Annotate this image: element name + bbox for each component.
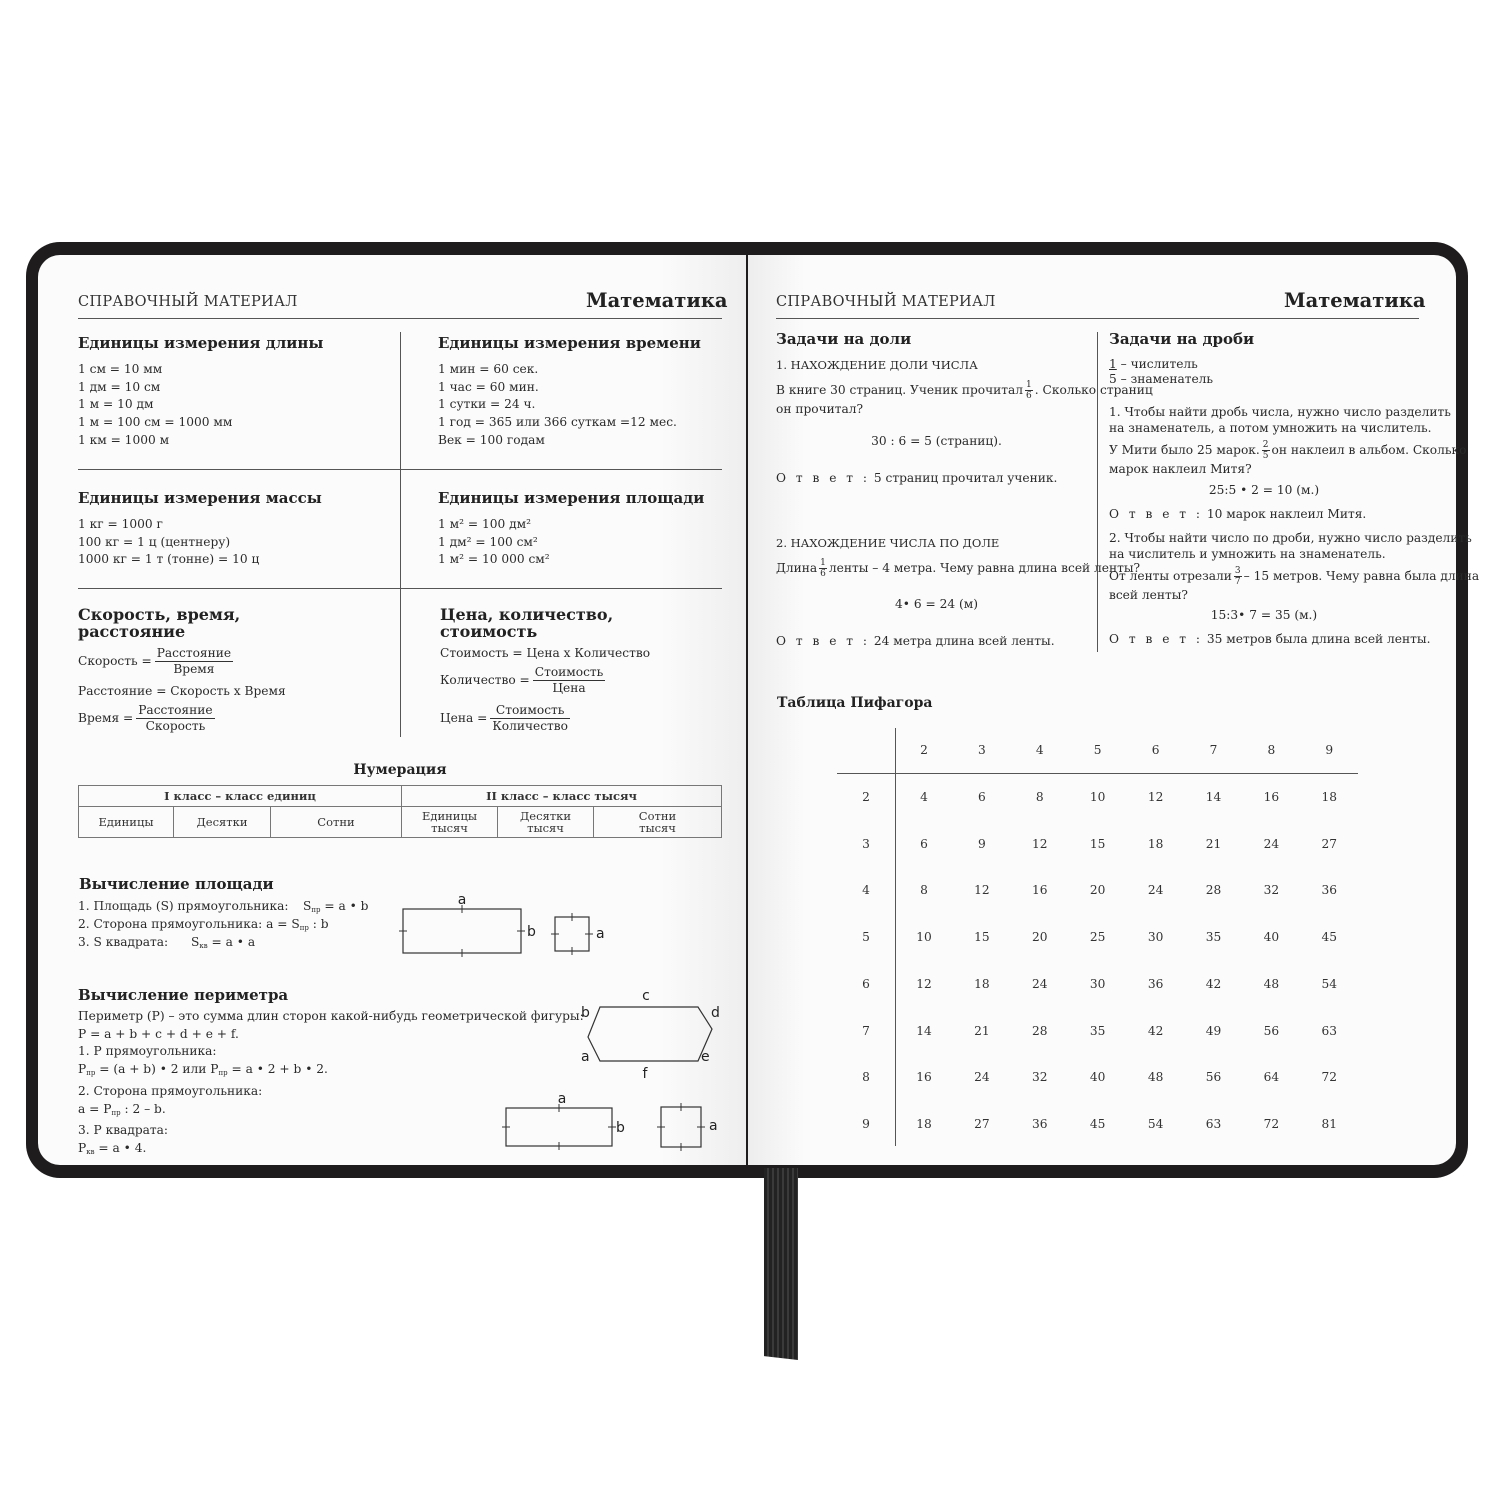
pythagoras-cell: 24 [1263, 836, 1280, 851]
fractions-p2-fraction [1234, 566, 1242, 587]
pythagoras-col-header: 3 [978, 743, 986, 757]
time-line: 1 год = 365 или 366 суткам =12 мес. [438, 415, 677, 430]
perimeter-l8-b: = a • 4. [94, 1140, 147, 1155]
area-units-list [438, 516, 550, 569]
mass-line: 100 кг = 1 ц (центнеру) [78, 534, 231, 549]
fractions-p1-fraction [1262, 440, 1270, 461]
perimeter-l6-b: : 2 – b. [120, 1101, 166, 1116]
speed-formula [78, 646, 236, 677]
numeration-col-line-1: Сотни [638, 809, 677, 823]
pythagoras-cell: 49 [1205, 1023, 1222, 1038]
pythagoras-cell: 27 [1321, 836, 1338, 851]
pythagoras-col-header: 6 [1151, 743, 1160, 757]
shares-p1-den: 6 [1026, 391, 1032, 401]
shares-p1-a: В книге 30 страниц. Ученик прочитал [776, 383, 1024, 397]
shares-p2-num: 1 [820, 558, 826, 568]
length-line: 1 дм = 10 см [78, 379, 161, 394]
shares-calc-2: 4• 6 = 24 (м) [895, 597, 978, 611]
time-title: Единицы измерения времени [438, 334, 701, 352]
time-denominator: Скорость [145, 719, 206, 733]
fractions-p2-num: 3 [1234, 566, 1241, 576]
fractions-legend [1109, 357, 1213, 387]
fractions-r2-b: на числитель и умножить на знаменатель. [1109, 547, 1386, 561]
pythagoras-cell: 12 [916, 976, 932, 991]
fractions-numerator-line [1109, 357, 1213, 372]
pythagoras-cell: 36 [1147, 976, 1164, 991]
numeration-class-1: I класс – класс единиц [79, 786, 402, 807]
pythagoras-cell: 12 [1032, 836, 1048, 851]
perimeter-rect-diagram [498, 1087, 728, 1159]
area-calc-f3-rest: = a • a [207, 935, 256, 949]
time-line: 1 мин = 60 сек. [438, 362, 539, 376]
shares-answer-1-text: 5 страниц прочитал ученик. [873, 471, 1058, 485]
pythagoras-cell: 40 [1263, 930, 1280, 945]
area-rectangle [403, 909, 521, 953]
pythagoras-cell: 81 [1321, 1116, 1338, 1131]
shares-p1-b: . Сколько страниц [1034, 383, 1153, 397]
time-formula [78, 703, 218, 734]
quantity-fraction [533, 665, 606, 696]
shares-p2-a: Длина [776, 561, 818, 575]
fractions-answer-1 [1109, 506, 1366, 524]
price-numerator: Стоимость [490, 703, 570, 719]
pythagoras-row-header: 2 [862, 790, 870, 804]
pythagoras-cell: 18 [916, 1116, 932, 1131]
shares-problem-2 [776, 558, 1140, 579]
pythagoras-cell: 56 [1263, 1023, 1280, 1038]
area-calc-f3-s: S [191, 935, 200, 949]
pythagoras-cell: 12 [974, 883, 990, 898]
pythagoras-cell: 21 [1205, 836, 1222, 851]
area-label-a: a [457, 892, 467, 908]
square-label-a: a [596, 926, 605, 942]
right-header-rule [776, 318, 1419, 319]
fractions-p2-c: всей ленты? [1109, 588, 1188, 602]
pythagoras-row-header: 9 [862, 1116, 870, 1131]
perimeter-line-4 [78, 1061, 584, 1083]
pythagoras-row-header: 6 [862, 976, 870, 991]
hex-label-e: e [701, 1049, 710, 1065]
price-fraction [490, 703, 570, 734]
area-calc-formula-3 [191, 934, 255, 956]
fractions-problem-2-line-1 [1109, 566, 1479, 587]
shares-heading-2: 2. НАХОЖДЕНИЕ ЧИСЛА ПО ДОЛЕ [776, 536, 1000, 550]
pythagoras-cell: 32 [1263, 883, 1280, 898]
numeration-col-line-1: Десятки [519, 809, 572, 823]
time-line: 1 час = 60 мин. [438, 379, 539, 394]
left-grid-divider [400, 332, 401, 737]
numeration-col [498, 807, 594, 838]
speed-title-line-1: Скорость, время, [78, 605, 241, 624]
pythagoras-cell: 18 [974, 976, 990, 991]
fractions-problem-2 [1109, 566, 1479, 603]
pythagoras-cell: 40 [1089, 1070, 1106, 1085]
area-calc-f1-rest: = a • b [320, 899, 369, 913]
fractions-answer-label: О т в е т : [1109, 507, 1204, 521]
fractions-answer-label: О т в е т : [1109, 632, 1204, 646]
quantity-lhs: Количество = [440, 673, 530, 687]
numeration-col-line-1: Единицы [421, 809, 478, 823]
fractions-rule-1 [1109, 404, 1451, 436]
price-title-line-2: стоимость [440, 622, 538, 641]
pythagoras-cell: 72 [1263, 1116, 1280, 1131]
pythagoras-cell: 64 [1263, 1070, 1280, 1085]
fractions-p1-num: 2 [1262, 440, 1269, 450]
pythagoras-cell: 30 [1089, 976, 1106, 991]
fractions-denominator-line [1109, 372, 1213, 387]
pythagoras-cell: 18 [1147, 836, 1164, 851]
shares-calc-1: 30 : 6 = 5 (страниц). [871, 434, 1002, 448]
pythagoras-col-header: 2 [920, 743, 928, 757]
pythagoras-cell: 14 [1205, 790, 1222, 804]
numeration-class-2: II класс – класс тысяч [402, 786, 722, 807]
left-grid-rule-1 [78, 469, 722, 470]
length-line: 1 см = 10 мм [78, 362, 163, 376]
mass-line: 1000 кг = 1 т (тонне) = 10 ц [78, 552, 260, 567]
pythagoras-cell: 24 [974, 1070, 990, 1085]
time-list [438, 361, 677, 450]
shares-answer-label: О т в е т : [776, 471, 871, 485]
fractions-num: 1 [1109, 357, 1117, 371]
fractions-den-text: – знаменатель [1120, 372, 1214, 386]
length-line: 1 км = 1000 м [78, 432, 170, 447]
pythagoras-col-header: 4 [1035, 743, 1044, 757]
pythagoras-horizontal-rule [837, 773, 1358, 774]
area-calc-line-3: 3. S квадрата: [78, 935, 169, 949]
pythagoras-cell: 16 [1032, 883, 1048, 898]
pythagoras-cell: 28 [1032, 1023, 1048, 1038]
area-calc-f3-sub: кв [199, 942, 208, 950]
pythagoras-cell: 42 [1205, 976, 1222, 991]
shares-answer-2 [776, 633, 1055, 651]
hex-label-f: f [642, 1066, 648, 1082]
shares-p2-fraction [819, 558, 827, 579]
pythagoras-cell: 42 [1147, 1023, 1164, 1038]
pythagoras-row-header: 3 [862, 836, 870, 851]
pythagoras-cell: 28 [1205, 883, 1222, 898]
pythagoras-cell: 45 [1321, 930, 1338, 945]
speed-title-line-2: расстояние [78, 622, 186, 641]
quantity-numerator: Стоимость [534, 665, 604, 679]
perimeter-l4-a: P [78, 1062, 87, 1077]
speed-fraction [155, 646, 233, 677]
left-header-rule [78, 318, 722, 319]
pythagoras-cell: 48 [1263, 976, 1280, 991]
pythagoras-col-header: 9 [1325, 743, 1334, 757]
fractions-p2-a: От ленты отрезали [1109, 569, 1232, 583]
fractions-num-text: – числитель [1120, 357, 1198, 371]
area-diagram [395, 888, 625, 963]
fractions-title: Задачи на дроби [1109, 330, 1255, 348]
pythagoras-col-header: 5 [1093, 743, 1102, 757]
area-label-b: b [527, 924, 536, 940]
pythagoras-cell: 12 [1147, 790, 1164, 804]
left-header-title: Математика [586, 289, 728, 312]
hexagon-shape [588, 1007, 712, 1061]
numeration-col [79, 807, 174, 838]
perimeter-square-label-a: a [709, 1118, 718, 1134]
numeration-col [402, 807, 498, 838]
numeration-col [594, 807, 722, 838]
area-calc-title: Вычисление площади [79, 875, 274, 893]
pythagoras-row-header: 4 [862, 883, 870, 898]
pythagoras-cell: 14 [916, 1023, 932, 1038]
area-units-line: 1 дм² = 100 см² [438, 534, 538, 549]
distance-formula: Расстояние = Скорость х Время [78, 684, 286, 698]
shares-p1-num: 1 [1026, 380, 1032, 390]
numeration-col-line-2: тысяч [431, 821, 468, 835]
fractions-problem-1 [1109, 440, 1466, 477]
pythagoras-cell: 20 [1032, 930, 1048, 945]
pythagoras-cell: 24 [1032, 976, 1048, 991]
perimeter-l6-sub: пр [111, 1108, 121, 1117]
price-title-line-1: Цена, количество, [440, 605, 614, 624]
length-list [78, 361, 232, 450]
hexagon-diagram [570, 983, 730, 1083]
perimeter-title: Вычисление периметра [78, 986, 289, 1004]
area-calc-f1-s: S [303, 899, 312, 913]
mass-title: Единицы измерения массы [78, 489, 322, 507]
speed-title [78, 606, 240, 640]
right-header-title: Математика [1284, 289, 1426, 312]
pythagoras-cell: 72 [1321, 1070, 1338, 1085]
perimeter-l4-sub: пр [86, 1069, 96, 1078]
numeration-col-line-1: Сотни [317, 815, 355, 829]
perimeter-l8-sub: кв [86, 1147, 95, 1156]
numeration-col [271, 807, 402, 838]
perimeter-line-5: 2. Сторона прямоугольника: [78, 1083, 263, 1098]
numeration-col-line-1: Десятки [196, 815, 248, 829]
price-formula [440, 703, 573, 734]
numeration-table [78, 785, 722, 838]
pythagoras-cell: 4 [920, 790, 928, 804]
perimeter-l8-a: P [78, 1140, 87, 1155]
length-title: Единицы измерения длины [78, 334, 324, 352]
pythagoras-cell: 45 [1089, 1116, 1106, 1131]
area-units-title: Единицы измерения площади [438, 489, 705, 507]
fractions-answer-2 [1109, 631, 1430, 649]
pythagoras-cell: 20 [1089, 883, 1106, 898]
shares-p2-den: 6 [820, 569, 826, 579]
shares-problem-1 [776, 380, 1153, 419]
price-title [440, 606, 613, 640]
length-line: 1 м = 100 см = 1000 мм [78, 415, 233, 430]
shares-title: Задачи на доли [776, 330, 912, 348]
pythagoras-cell: 24 [1147, 883, 1164, 898]
left-header-label: СПРАВОЧНЫЙ МАТЕРИАЛ [78, 294, 298, 310]
numeration-col [174, 807, 271, 838]
perimeter-label-b: b [616, 1120, 625, 1136]
perimeter-line-1: Периметр (P) – это сумма длин сторон какой-нибудь геометрической фигуры: [78, 1009, 584, 1023]
fractions-answer-1-text: 10 марок наклеил Митя. [1206, 507, 1367, 521]
quantity-formula [440, 665, 608, 696]
pythagoras-cell: 10 [1089, 790, 1106, 804]
hex-label-c: c [642, 988, 650, 1004]
perimeter-square [661, 1107, 701, 1147]
perimeter-l4-sub2: пр [218, 1069, 228, 1078]
pythagoras-cell: 16 [1263, 790, 1280, 804]
perimeter-line-7: 3. P квадрата: [78, 1123, 169, 1138]
perimeter-l6-a: a = P [78, 1101, 112, 1116]
left-grid-rule-2 [78, 588, 722, 589]
area-square [555, 917, 589, 951]
perimeter-line-2: P = a + b + c + d + e + f. [78, 1026, 239, 1041]
pythagoras-cell: 30 [1147, 930, 1164, 945]
shares-heading-1: 1. НАХОЖДЕНИЕ ДОЛИ ЧИСЛА [776, 358, 978, 372]
right-header-label: СПРАВОЧНЫЙ МАТЕРИАЛ [776, 294, 996, 310]
fractions-r1-a: 1. Чтобы найти дробь числа, нужно число разделить [1109, 405, 1451, 419]
pythagoras-cell: 56 [1205, 1070, 1222, 1085]
fractions-p1-c: марок наклеил Митя? [1109, 462, 1252, 476]
quantity-denominator: Цена [552, 681, 586, 695]
price-lhs: Цена = [440, 711, 488, 725]
pythagoras-cell: 6 [978, 790, 986, 804]
pythagoras-cell: 25 [1089, 930, 1106, 945]
pythagoras-cell: 54 [1147, 1116, 1164, 1131]
fractions-problem-1-line-1 [1109, 440, 1466, 461]
hex-label-b: b [581, 1005, 590, 1021]
area-calc-l2-b: : b [308, 917, 329, 931]
area-calc-l2-a: 2. Сторона прямоугольника: a = S [78, 917, 300, 931]
area-calc-line-1 [78, 898, 289, 916]
area-units-line: 1 м² = 100 дм² [438, 517, 531, 531]
time-line: 1 сутки = 24 ч. [438, 397, 536, 412]
area-calc-l2-sub: пр [299, 924, 309, 932]
fractions-p1-den: 5 [1262, 451, 1269, 461]
mass-list [78, 516, 259, 569]
numeration-col-line-2: тысяч [527, 821, 564, 835]
pythagoras-title: Таблица Пифагора [777, 695, 933, 711]
area-calc-f1-sub: пр [311, 906, 321, 914]
shares-p2-b: ленты – 4 метра. Чему равна длина всей ленты? [828, 561, 1141, 575]
shares-answer-2-text: 24 метра длина всей ленты. [873, 634, 1055, 648]
pythagoras-cell: 15 [1089, 836, 1106, 851]
perimeter-l4-b: = (a + b) • 2 или P [95, 1062, 219, 1077]
fractions-r2-a: 2. Чтобы найти число по дроби, нужно число разделить [1109, 531, 1472, 545]
perimeter-line-3: 1. P прямоугольника: [78, 1044, 217, 1059]
pythagoras-col-header: 7 [1209, 743, 1218, 757]
pythagoras-cell: 36 [1032, 1116, 1048, 1131]
speed-lhs: Скорость = [78, 654, 152, 668]
time-numerator: Расстояние [138, 703, 213, 717]
hex-label-d: d [711, 1005, 720, 1021]
pythagoras-cell: 10 [916, 930, 932, 945]
pythagoras-cell: 9 [978, 836, 986, 851]
pythagoras-cell: 15 [974, 930, 990, 945]
fractions-r1-b: на знаменатель, а потом умножить на числитель. [1109, 421, 1432, 435]
time-fraction [136, 703, 214, 734]
shares-p1-fraction [1025, 380, 1033, 401]
cost-formula: Стоимость = Цена х Количество [440, 646, 651, 660]
fractions-answer-2-text: 35 метров была длина всей ленты. [1206, 632, 1431, 646]
pythagoras-col-header: 8 [1267, 743, 1276, 757]
pythagoras-cell: 8 [1035, 790, 1044, 804]
pythagoras-cell: 32 [1032, 1070, 1048, 1085]
time-lhs: Время = [78, 711, 134, 725]
shares-answer-1 [776, 470, 1057, 488]
length-line: 1 м = 10 дм [78, 397, 154, 412]
perimeter-rectangle [506, 1108, 612, 1146]
shares-problem-1-line-1 [776, 380, 1153, 401]
fractions-calc-1: 25:5 • 2 = 10 (м.) [1208, 483, 1320, 497]
pythagoras-cell: 6 [920, 836, 928, 851]
speed-numerator: Расстояние [156, 646, 232, 660]
fractions-calc-2: 15:3• 7 = 35 (м.) [1210, 608, 1318, 622]
pythagoras-cell: 27 [974, 1116, 990, 1131]
pythagoras-cell: 21 [974, 1023, 990, 1038]
pythagoras-cell: 54 [1321, 976, 1338, 991]
fractions-p2-b: – 15 метров. Чему равна была длина [1243, 569, 1480, 583]
numeration-col-line-1: Единицы [98, 815, 154, 829]
pythagoras-cell: 63 [1321, 1023, 1338, 1038]
numeration-title: Нумерация [353, 762, 447, 778]
fractions-den: 5 [1109, 372, 1117, 386]
price-denominator: Количество [492, 719, 569, 733]
fractions-rule-2 [1109, 530, 1472, 562]
pythagoras-row-header: 8 [862, 1070, 870, 1085]
fractions-p1-b: он наклеил в альбом. Сколько [1271, 443, 1467, 457]
fractions-p2-den: 7 [1234, 577, 1241, 587]
numeration-col-line-2: тысяч [639, 821, 676, 835]
pythagoras-row-header: 7 [862, 1023, 870, 1038]
shares-p1-c: он прочитал? [776, 402, 864, 416]
area-units-line: 1 м² = 10 000 см² [438, 552, 550, 567]
pythagoras-cell: 16 [916, 1070, 932, 1085]
shares-answer-label: О т в е т : [776, 634, 871, 648]
mass-line: 1 кг = 1000 г [78, 517, 163, 531]
pythagoras-cell: 18 [1321, 790, 1338, 804]
perimeter-l4-c: = a • 2 + b • 2. [227, 1062, 328, 1077]
area-calc-text-1: 1. Площадь (S) прямоугольника: [78, 899, 289, 913]
pythagoras-cell: 48 [1147, 1070, 1164, 1085]
pythagoras-cell: 8 [920, 883, 928, 898]
fractions-p1-a: У Мити было 25 марок. [1109, 443, 1260, 457]
perimeter-label-a: a [557, 1091, 567, 1107]
speed-denominator: Время [173, 662, 215, 676]
pythagoras-vertical-rule [895, 728, 896, 1146]
bookmark-ribbon [764, 1168, 798, 1360]
time-line: Век = 100 годам [438, 432, 545, 447]
pythagoras-cell: 36 [1321, 883, 1338, 898]
hex-label-a: a [581, 1049, 590, 1065]
pythagoras-cell: 63 [1205, 1116, 1222, 1131]
pythagoras-row-header: 5 [862, 930, 870, 945]
pythagoras-cell: 35 [1205, 930, 1222, 945]
pythagoras-cell: 35 [1089, 1023, 1106, 1038]
